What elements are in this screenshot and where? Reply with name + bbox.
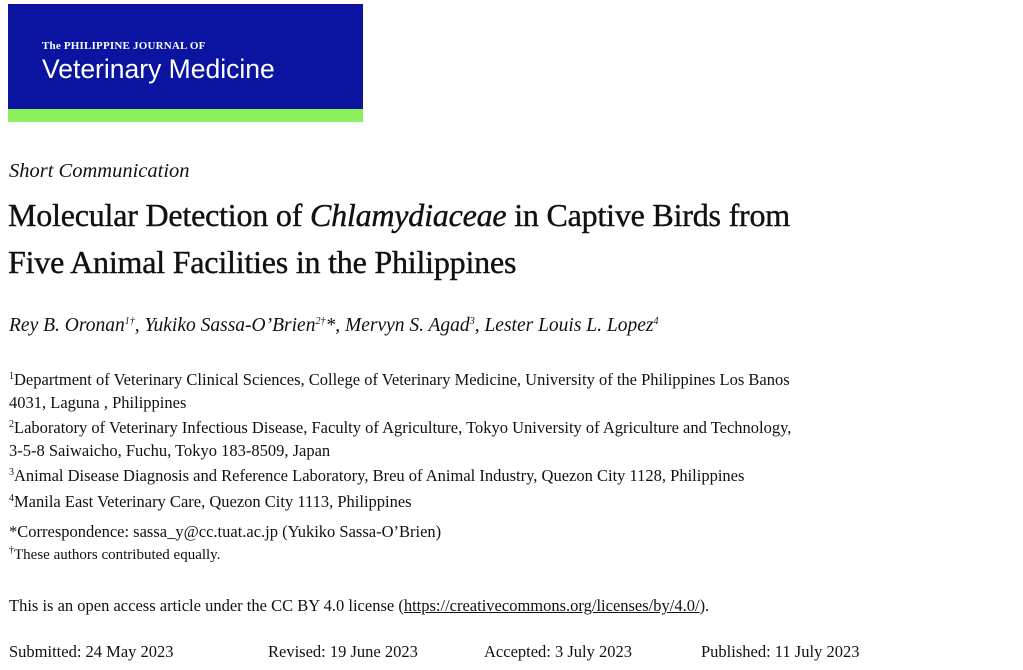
affiliation-item [9,366,1019,392]
journal-banner-stripe [8,109,363,122]
license-suffix: ). [699,596,710,615]
author-name: Rey B. Oronan [9,315,125,336]
affiliation-text: Laboratory of Veterinary Infectious Disease, Faculty of Agriculture, Tokyo University of Agriculture and Technology, [14,418,792,437]
correspondence-note: *Correspondence: sassa_y@cc.tuat.ac.jp (Yukiko Sassa-O’Brien) [9,522,442,541]
affiliation-item-continued: 4031, Laguna , Philippines [9,392,187,412]
author-affiliation-mark: 4 [653,316,659,327]
affiliation-item [9,414,1019,440]
author-name: Yukiko Sassa-O’Brien [144,315,316,336]
affiliation-item-continued: 3-5-8 Saiwaicho, Fuchu, Tokyo 183-8509, Japan [9,440,331,460]
title-text-part1: Molecular Detection of [8,197,310,233]
license-link[interactable]: https://creativecommons.org/licenses/by/4.0/ [403,596,700,615]
author-separator: , [474,315,485,336]
affiliation-number: 1 [9,371,14,382]
revised-date: Revised: 19 June 2023 [268,642,418,661]
author-name: Mervyn S. Agad [344,315,470,336]
journal-banner [8,4,363,122]
author-affiliation-mark: 2† [315,316,326,327]
author-list [9,315,658,337]
equal-contribution-note [9,545,220,564]
affiliation-text: Department of Veterinary Clinical Sciences, College of Veterinary Medicine, University of the Philippines Los Banos [14,370,790,389]
author-separator: , [134,315,145,336]
author-name: Lester Louis L. Lopez [484,315,654,336]
author-separator: *, [325,315,345,336]
title-line-1 [8,192,1018,239]
dagger-mark: † [9,545,14,556]
affiliation-item [9,488,1019,514]
affiliation-text: Animal Disease Diagnosis and Reference Laboratory, Breu of Animal Industry, Quezon City 1128, Philippines [14,466,745,485]
article-type: Short Communication [9,160,190,182]
author-affiliation-mark: 3 [469,316,475,327]
article-title [8,192,1018,286]
title-text-part2: in Captive Birds from [506,197,790,233]
published-date: Published: 11 July 2023 [701,642,860,661]
submitted-date: Submitted: 24 May 2023 [9,642,174,661]
license-prefix: This is an open access article under the CC BY 4.0 license ( [9,596,404,615]
journal-name-small: The PHILIPPINE JOURNAL OF [42,40,206,52]
title-line-2: Five Animal Facilities in the Philippines [8,244,517,280]
journal-name-large: Veterinary Medicine [42,54,275,84]
affiliation-number: 2 [9,419,14,430]
affiliation-list [9,366,1019,513]
affiliation-number: 4 [9,492,14,504]
accepted-date: Accepted: 3 July 2023 [484,642,633,661]
affiliation-item [9,462,1019,488]
title-taxon: Chlamydiaceae [309,197,507,233]
author-affiliation-mark: 1† [124,316,135,327]
equal-contribution-text: These authors contributed equally. [14,547,221,563]
affiliation-text: Manila East Veterinary Care, Quezon City 1113, Philippines [14,491,412,511]
license-statement [9,596,709,616]
affiliation-number: 3 [9,467,14,478]
